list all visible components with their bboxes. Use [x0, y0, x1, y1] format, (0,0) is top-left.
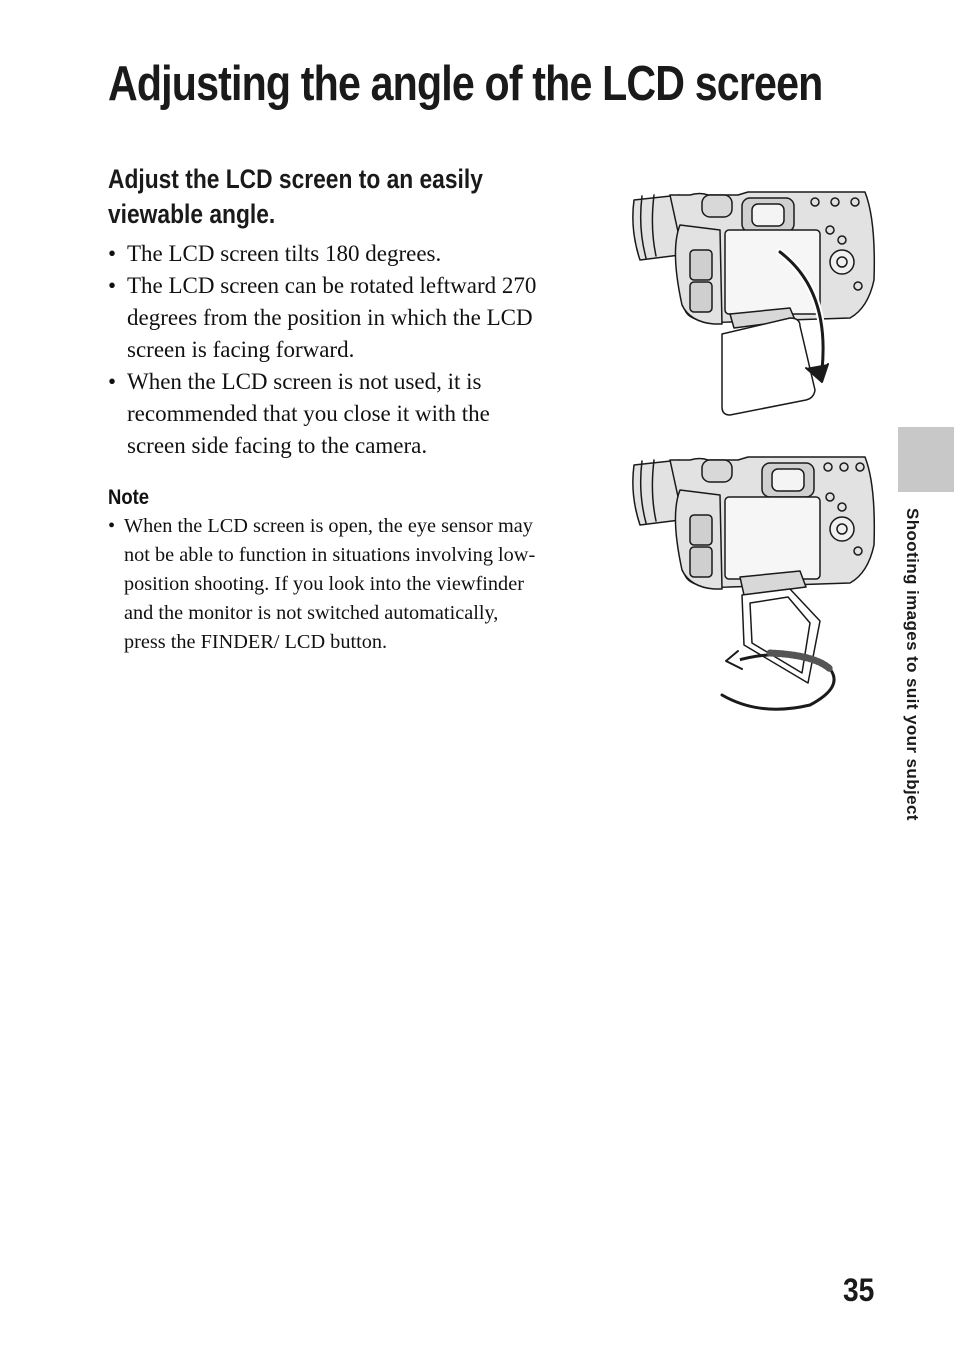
list-item-text: When the LCD screen is not used, it is recommended that you close it with the screen side facing to the camera.: [127, 369, 490, 458]
camera-rotate-icon: [630, 455, 882, 720]
note-item: [108, 512, 538, 657]
note-list: [108, 512, 538, 657]
lcd-rotate-illustration: [630, 455, 882, 720]
list-item: [108, 238, 540, 270]
bullet-glyph: •: [108, 515, 116, 537]
page-number: 35: [843, 1272, 875, 1308]
instruction-list: [108, 238, 540, 462]
page-title: Adjusting the angle of the LCD screen: [108, 57, 823, 111]
note-label: Note: [108, 486, 150, 509]
note-item-text: When the LCD screen is open, the eye sensor may not be able to function in situations involving low-position shooting. If you look into the viewfinder and the monitor is not switched automatically, press the FINDER/ LCD button.: [124, 515, 536, 653]
camera-tilt-icon: [630, 190, 882, 420]
bullet-glyph: •: [108, 273, 117, 298]
list-item: [108, 270, 540, 366]
list-item-text: The LCD screen tilts 180 degrees.: [127, 241, 442, 266]
section-tab-label: Shooting images to suit your subject: [903, 508, 922, 821]
list-item: [108, 366, 540, 462]
section-tab-marker: [898, 427, 954, 492]
lcd-tilt-illustration: [630, 190, 882, 420]
bullet-glyph: •: [108, 369, 117, 394]
bullet-glyph: •: [108, 241, 117, 266]
list-item-text: The LCD screen can be rotated leftward 270 degrees from the position in which the LCD screen is facing forward.: [127, 273, 537, 362]
section-heading: Adjust the LCD screen to an easily viewable angle.: [108, 164, 483, 229]
